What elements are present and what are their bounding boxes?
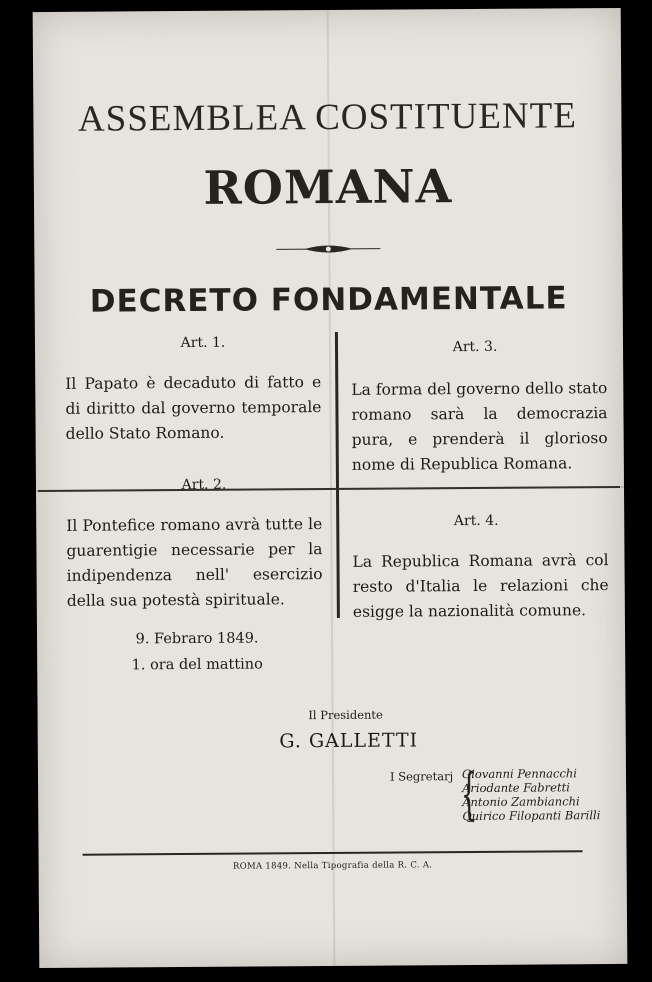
article-2-heading: Art. 2. <box>181 476 227 494</box>
date-line: 9. Febraro 1849. <box>135 630 259 648</box>
printer-imprint: ROMA 1849. Nella Tipografia della R. C. A. <box>232 860 433 872</box>
article-2-text: Il Pontefice romano avrà tutte le guarentigie necessarie per la indipendenza nell' esercizio della sua potestà spirituale. <box>66 515 323 610</box>
secretary-name: Antonio Zambianchi <box>462 794 580 810</box>
article-1-text: Il Papato è decaduto di fatto e di diritto dal governo temporale dello Stato Romano. <box>65 373 322 443</box>
secretary-name: Giovanni Pennacchi <box>461 766 577 782</box>
poster-sheet <box>33 8 628 968</box>
column-divider <box>335 332 340 618</box>
ornament-divider-icon <box>274 242 382 257</box>
title-line-2: ROMANA <box>203 159 453 215</box>
title-line-1: ASSEMBLEA COSTITUENTE <box>77 95 578 140</box>
article-3-text: La forma del governo dello stato romano sarà la democrazia pura, e prenderà il glorioso nome di Republica Romana. <box>351 379 608 474</box>
secretaries-list <box>460 761 601 828</box>
decree-subtitle: DECRETO FONDAMENTALE <box>89 280 568 320</box>
article-4-text: La Republica Romana avrà col resto d'Italia le relazioni che esigge la nazionalità comune. <box>352 551 609 621</box>
article-3-heading: Art. 3. <box>452 338 498 356</box>
president-label: Il Presidente <box>308 707 383 723</box>
article-1-heading: Art. 1. <box>180 334 226 352</box>
time-line: 1. ora del mattino <box>131 656 263 674</box>
president-name: G. GALLETTI <box>279 729 419 753</box>
secretary-name: Ariodante Fabretti <box>462 780 570 796</box>
secretary-name: Quirico Filopanti Barilli <box>462 808 601 824</box>
brace-icon: { <box>460 761 478 828</box>
article-4-heading: Art. 4. <box>453 512 499 530</box>
secretaries-label: I Segretarj <box>389 769 454 784</box>
